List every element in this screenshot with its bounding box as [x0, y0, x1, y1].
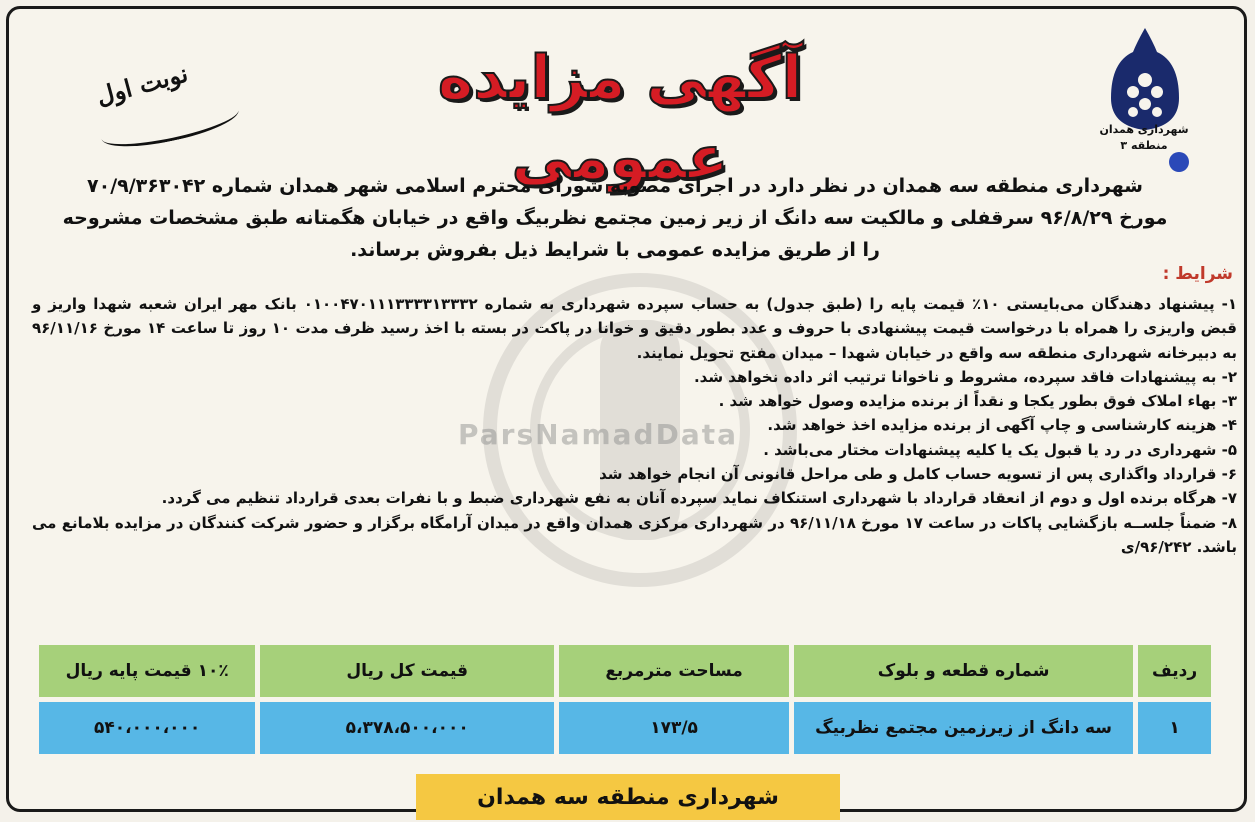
table-header-cell: ردیف — [1136, 643, 1214, 700]
condition-item: ۳- بهاء املاک فوق بطور یکجا و نقداً از برنده مزایده وصول خواهد شد . — [718, 392, 1237, 411]
table-header-cell: مساحت مترمربع — [557, 643, 792, 700]
table-cell: ۵۴۰،۰۰۰،۰۰۰ — [37, 700, 258, 757]
page-title: آگهی مزایده عمومی — [437, 43, 803, 193]
conditions-list — [32, 292, 1237, 559]
table-header-cell: قیمت کل ریال — [258, 643, 557, 700]
auction-table — [34, 640, 1216, 759]
logo-caption — [1099, 122, 1189, 154]
table-cell: ۵،۳۷۸،۵۰۰،۰۰۰ — [258, 700, 557, 757]
condition-item: ۸- ضمناً جلســه بازگشایی پاکات در ساعت ۱۷ مورخ ۹۶/۱۱/۱۸ در شهرداری مرکزی همدان واقع در میدان آرامگاه برگزار و حضور شرکت کنندگان در مزایده بلامانع می باشد. ۹۶/۲۴۲/ی — [32, 513, 1237, 556]
condition-item: ۲- به پیشنهادات فاقد سپرده، مشروط و ناخوانا ترتیب اثر داده نخواهد شد. — [693, 367, 1237, 386]
conditions-title: شرایط : — [1162, 264, 1233, 284]
condition-item: ۱- پیشنهاد دهندگان می‌بایستی ۱۰٪ قیمت پایه را (طبق جدول) به حساب سپرده شهرداری به شماره ۰۱۰۰۴۷۰۱۱۱۳۳۳۳۱۳۳۳۲ بانک مهر ایران شعبه شهدا واریز و قبض واریزی را همراه با درخواست قیمت پیشنهادی با حروف و عدد بطور دقیق و خوانا در پاکت در بسته با اخذ رسید ظرف مدت ۱۰ روز تا ساعت ۱۴ مورخ ۹۶/۱۱/۱۶ به دبیرخانه شهرداری منطقه سه واقع در خیابان شهدا – میدان مفتح تحویل نمایند. — [32, 295, 1237, 362]
table-cell: سه دانگ از زیرزمین مجتمع نظربیگ — [792, 700, 1136, 757]
table-row — [37, 700, 1214, 757]
table-cell: ۱۷۳/۵ — [557, 700, 792, 757]
condition-item: ۷- هرگاه برنده اول و دوم از انعقاد قرارداد با شهرداری استنکاف نماید سپرده آنان به نفع شهرداری ضبط و با نفرات بعدی قرارداد تنظیم می گردد. — [161, 489, 1237, 508]
table-header-cell: ۱۰٪ قیمت پایه ریال — [37, 643, 258, 700]
round-label: نوبت اول — [93, 58, 191, 111]
condition-item: ۵- شهرداری در رد یا قبول یک یا کلیه پیشنهادات مختار می‌باشد . — [763, 440, 1237, 459]
footer-banner: شهرداری منطقه سه همدان — [416, 774, 840, 820]
condition-item: ۶- قرارداد واگذاری پس از تسویه حساب کامل و طی مراحل قانونی آن انجام خواهد شد — [599, 465, 1237, 484]
table-header-cell: شماره قطعه و بلوک — [792, 643, 1136, 700]
table-header-row — [37, 643, 1214, 700]
condition-item: ۴- هزینه کارشناسی و چاپ آگهی از برنده مزایده اخذ خواهد شد. — [767, 416, 1237, 435]
table-cell: ۱ — [1136, 700, 1214, 757]
watermark-text: ParsNamadData — [458, 418, 738, 451]
logo-caption-line2: منطقه ۳ — [1120, 139, 1168, 152]
intro-paragraph: شهرداری منطقه سه همدان در نظر دارد در اجرای مصوبه شورای محترم اسلامی شهر همدان شماره ۷۰/۹/۳۶۳۰۴۲ مورخ ۹۶/۸/۲۹ سرقفلی و مالکیت سه دانگ از زیر زمین مجتمع نظربیگ واقع در خیابان هگمتانه طبق مشخصات مشروحه را از طریق مزایده عمومی با شرایط ذیل بفروش برساند. — [62, 175, 1168, 261]
logo-caption-line1: شهرداری همدان — [1099, 123, 1189, 136]
